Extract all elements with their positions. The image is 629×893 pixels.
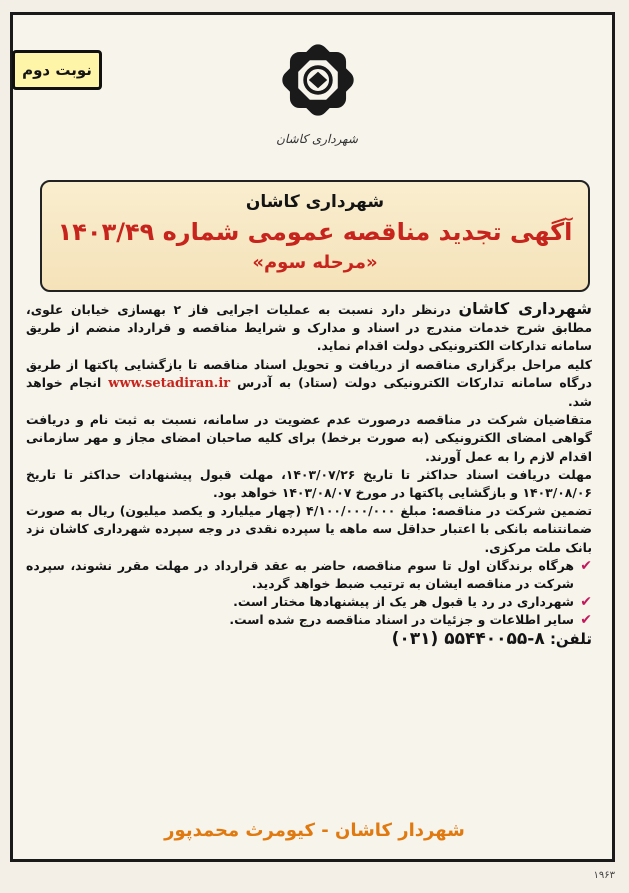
phone-number: ۸-۵۵۴۴۰۰۵۵ (۰۳۱): [391, 628, 545, 649]
list-item: [26, 593, 592, 611]
bullet-text: هرگاه برندگان اول تا سوم مناقصه، حاضر به عقد قرارداد در مهلت مقرر نشوند، سپرده شرکت در مناقصه ایشان به ترتیب ضبط خواهد گردید.: [26, 557, 574, 592]
setad-url-link[interactable]: www.setadiran.ir: [108, 375, 231, 391]
guarantee-lead: تضمین شرکت در مناقصه:: [431, 503, 592, 519]
check-icon: ✔: [580, 594, 592, 611]
paragraph-intro: [26, 300, 592, 356]
round-badge: نوبت دوم: [12, 50, 102, 90]
list-item: [26, 611, 592, 629]
intro-text: درنظر دارد نسبت به عملیات اجرایی فاز ۲ بهسازی خیابان علوی، مطابق شرح خدمات مندرج در اسناد و مدارک و شرایط مناقصه و قرارداد منضم از طریق سامانه تدارکات الکترونیکی دولت اقدام نماید.: [26, 302, 592, 354]
organization-name: شهرداری کاشان: [245, 192, 385, 212]
check-icon: ✔: [580, 612, 592, 629]
bullet-text: سایر اطلاعات و جزئیات در اسناد مناقصه درج شده است.: [229, 612, 574, 628]
notice-headline: آگهی تجدید مناقصه عمومی شماره ۱۴۰۳/۴۹: [57, 218, 573, 246]
list-item: [26, 557, 592, 593]
notice-header: [40, 180, 590, 292]
check-icon: ✔: [580, 557, 592, 574]
mayor-signature: شهردار کاشان - کیومرث محمدپور: [164, 820, 465, 841]
logo-caption: شهرداری کاشان: [276, 132, 358, 146]
paragraph-process: [26, 356, 592, 412]
notice-body: [26, 300, 592, 648]
kashan-municipality-emblem-icon: [272, 34, 364, 126]
phone-label: تلفن:: [549, 629, 592, 648]
notice-stage: «مرحله سوم»: [252, 252, 378, 273]
process-text: کلیه مراحل برگزاری مناقصه از دریافت و تحویل اسناد مناقصه تا بازگشایی پاکتها از طریق درگاه سامانه تدارکات الکترونیکی دولت (ستاد) به آدرس: [26, 356, 592, 390]
footer-code: ۱۹۶۳: [593, 870, 615, 881]
bullet-text: شهرداری در رد یا قبول هر یک از پیشنهادها مختار است.: [233, 594, 574, 610]
guarantee-text: مبلغ ۴/۱۰۰/۰۰۰/۰۰۰ (چهار میلیارد و یکصد میلیون) ریال به صورت ضمانتنامه بانکی با اعتبار حداقل سه ماهه یا سپرده نقدی در وجه سپرده شهرداری کاشان نزد بانک ملت مرکزی.: [26, 503, 592, 555]
intro-lead: شهرداری کاشان: [458, 299, 592, 318]
process-end: انجام خواهد شد.: [26, 374, 592, 410]
paragraph-guarantee: [26, 502, 592, 557]
paragraph-deadlines: مهلت دریافت اسناد حداکثر تا تاریخ ۱۴۰۳/۰۷/۲۶، مهلت قبول پیشنهادات حداکثر تا تاریخ ۱۴۰۳/۰۸/۰۶ و بازگشایی پاکتها در مورخ ۱۴۰۳/۰۸/۰۷ خواهد بود.: [26, 466, 592, 501]
paragraph-registration: متقاضیان شرکت در مناقصه درصورت عدم عضویت در سامانه، نسبت به ثبت نام و دریافت گواهی امضای الکترونیکی (به صورت برخط) برای کلیه صاحبان امضای مجاز و مهر سازمانی اقدام لازم را به عمل آورند.: [26, 412, 592, 464]
phone-line: [26, 630, 592, 648]
